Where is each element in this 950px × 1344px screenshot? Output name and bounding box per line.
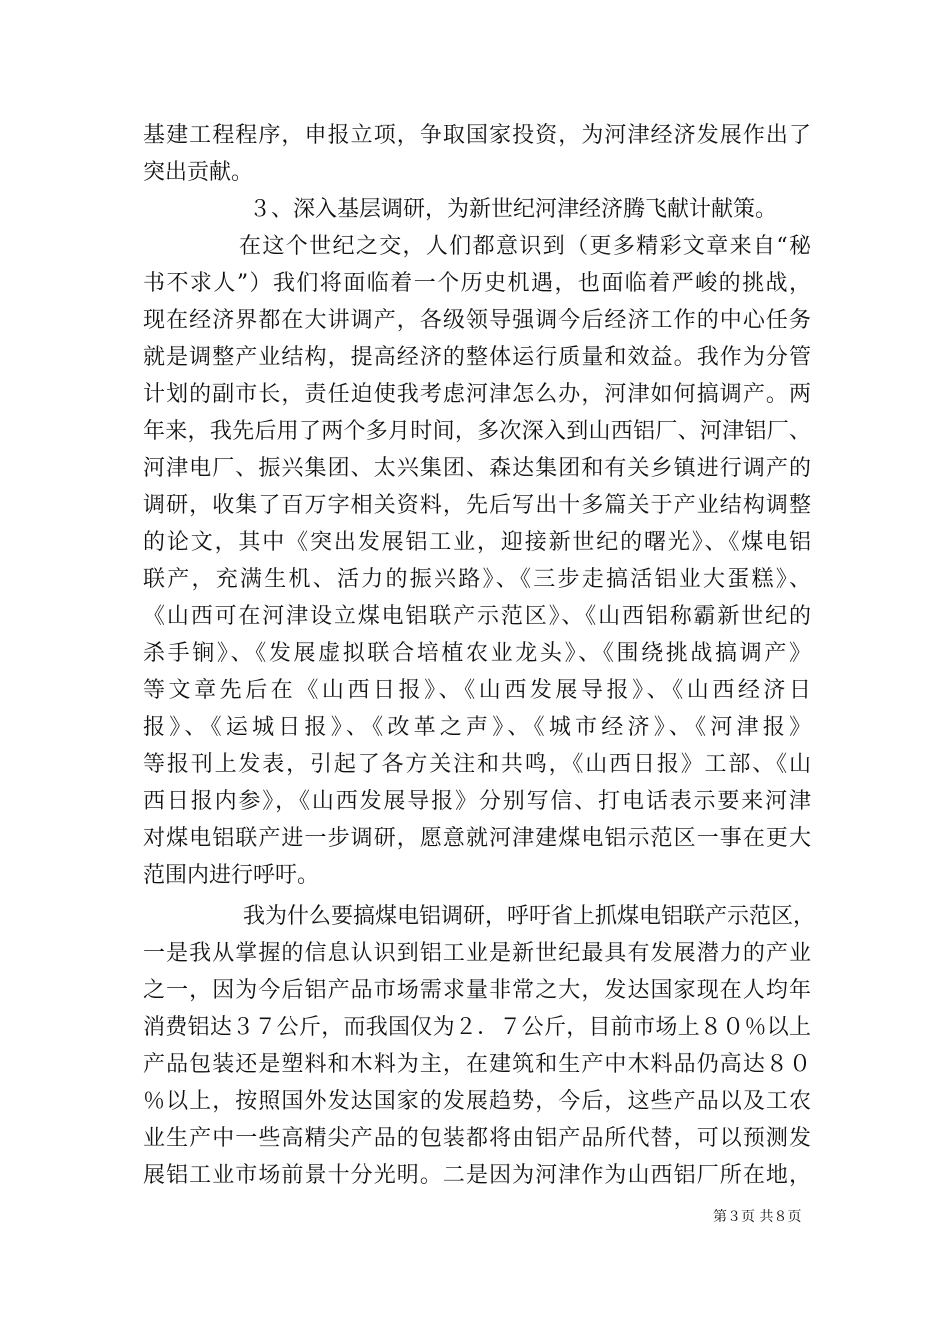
text-line: 西日报内参》，《山西发展导报》分别写信、打电话表示要来河津 <box>143 789 811 814</box>
text-line: 等文章先后在《山西日报》、《山西发展导报》、《山西经济日 <box>143 678 811 703</box>
text-line: 基建工程程序，申报立项，争取国家投资，为河津经济发展作出了 <box>143 123 811 148</box>
text-line: 计划的副市长，责任迫使我考虑河津怎么办，河津如何搞调产。两 <box>143 382 811 407</box>
page-number-footer: 第３页 共８页 <box>713 1209 802 1225</box>
text-line: 报》、《运城日报》、《改革之声》、《城市经济》、《河津报》 <box>143 715 811 740</box>
text-line: ％以上，按照国外发达国家的发展趋势，今后，这些产品以及工农 <box>143 1089 811 1114</box>
text-line: 范围内进行呼吁。 <box>143 863 320 888</box>
text-line: 等报刊上发表，引起了各方关注和共鸣，《山西日报》工部、《山 <box>143 752 811 777</box>
text-line: 联产，充满生机、活力的振兴路》、《三步走搞活铝业大蛋糕》、 <box>143 567 811 592</box>
paragraph-first-line: 我为什么要搞煤电铝调研，呼吁省上抓煤电铝联产示范区， <box>243 904 816 929</box>
text-line: 杀手锏》、《发展虚拟联合培植农业龙头》、《围绕挑战搞调产》 <box>143 641 811 666</box>
text-line: 河津电厂、振兴集团、太兴集团、森达集团和有关乡镇进行调产的 <box>143 456 811 481</box>
text-line: 年来，我先后用了两个多月时间，多次深入到山西铝厂、河津铝厂、 <box>143 419 811 444</box>
text-line: 之一，因为今后铝产品市场需求量非常之大，发达国家现在人均年 <box>143 978 811 1003</box>
text-line: 一是我从掌握的信息认识到铝工业是新世纪最具有发展潜力的产业 <box>143 941 811 966</box>
text-line: 消费铝达３７公斤，而我国仅为２．７公斤，目前市场上８０％以上 <box>143 1015 811 1040</box>
text-line: 业生产中一些高精尖产品的包装都将由铝产品所代替，可以预测发 <box>143 1126 811 1151</box>
text-line: 调研，收集了百万字相关资料，先后写出十多篇关于产业结构调整 <box>143 493 811 518</box>
section-heading: ３、深入基层调研，为新世纪河津经济腾飞献计献策。 <box>249 197 778 222</box>
text-line: 现在经济界都在大讲调产，各级领导强调今后经济工作的中心任务 <box>143 308 811 333</box>
text-line: 《山西可在河津设立煤电铝联产示范区》、《山西铝称霸新世纪的 <box>143 604 811 629</box>
text-line: 书不求人”）我们将面临着一个历史机遇，也面临着严峻的挑战， <box>143 271 811 296</box>
paragraph-first-line: 在这个世纪之交，人们都意识到（更多精彩文章来自“秘 <box>239 234 811 259</box>
text-line: 对煤电铝联产进一步调研，愿意就河津建煤电铝示范区一事在更大 <box>143 826 811 851</box>
text-line: 展铝工业市场前景十分光明。二是因为河津作为山西铝厂所在地， <box>143 1163 811 1188</box>
text-line: 突出贡献。 <box>143 160 254 185</box>
text-line: 的论文，其中《突出发展铝工业，迎接新世纪的曙光》、《煤电铝 <box>143 530 811 555</box>
text-line: 产品包装还是塑料和木料为主，在建筑和生产中木料品仍高达８０ <box>143 1052 811 1077</box>
document-body <box>143 117 816 1194</box>
text-line: 就是调整产业结构，提高经济的整体运行质量和效益。我作为分管 <box>143 345 811 370</box>
